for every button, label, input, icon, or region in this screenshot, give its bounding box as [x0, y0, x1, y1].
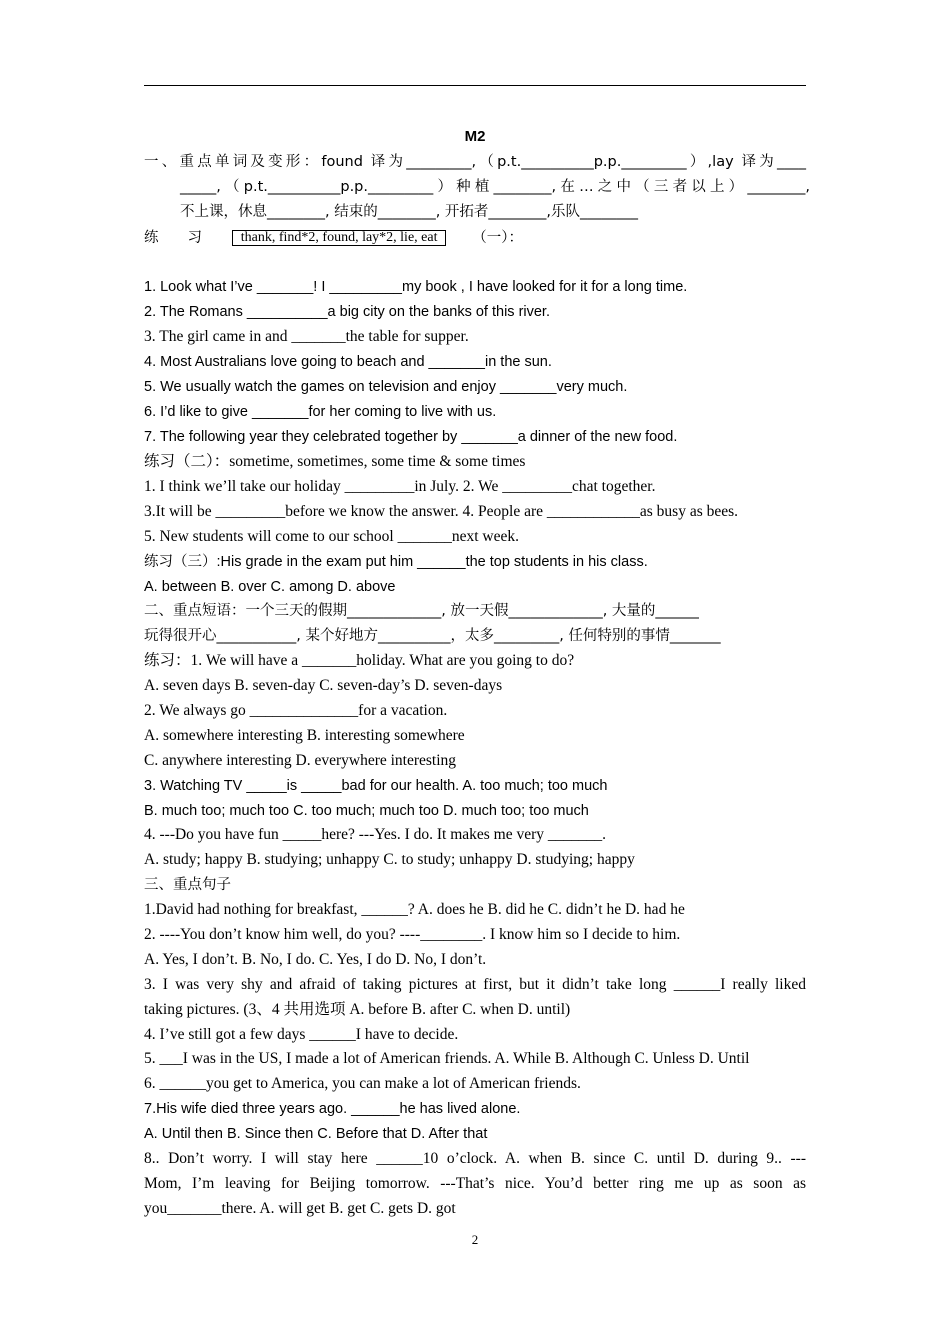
- word-bank-box: thank, find*2, found, lay*2, lie, eat: [232, 230, 447, 246]
- question-line: 1. Look what I’ve _______! I _________my book , I have looked for it for a long time.: [144, 279, 688, 295]
- question-line: 7. The following year they celebrated together by _______a dinner of the new food.: [144, 429, 678, 445]
- section-heading: 三、重点句子: [144, 877, 231, 893]
- page-title: M2: [464, 128, 486, 145]
- question-line: 5. We usually watch the games on television and enjoy _______very much.: [144, 379, 628, 395]
- answer-options: A. seven days B. seven-day C. seven-day’s D. seven-days: [144, 677, 503, 694]
- question-line: 3. The girl came in and _______the table for supper.: [144, 328, 469, 345]
- question-line: 4. Most Australians love going to beach and _______in the sun.: [144, 354, 552, 370]
- answer-options: C. anywhere interesting D. everywhere interesting: [144, 752, 457, 769]
- text-line: 不上课，休息________, 结束的________, 开拓者________,乐队________: [180, 204, 639, 220]
- exercise-heading: 练习（三）:His grade in the exam put him ______the top students in his class.: [144, 554, 648, 570]
- question-line: 3.It will be _________before we know the answer. 4. People are ____________as busy as bees.: [144, 503, 739, 520]
- answer-options: A. study; happy B. studying; unhappy C. to study; unhappy D. studying; happy: [144, 851, 635, 868]
- question-line: 2. The Romans __________a big city on the banks of this river.: [144, 304, 550, 320]
- question-line: 6. ______you get to America, you can make a lot of American friends.: [144, 1075, 581, 1092]
- question-line: 1.David had nothing for breakfast, ______? A. does he B. did he C. didn’t he D. had he: [144, 901, 685, 918]
- answer-options: A. somewhere interesting B. interesting somewhere: [144, 727, 465, 744]
- question-line: 2. ----You don’t know him well, do you? ----________. I know him so I decide to him.: [144, 926, 681, 943]
- text-line: 一、重点单词及变形：found 译为_________,（p.t.__________p.p._________）,lay 译为____: [144, 154, 806, 170]
- question-line: 5. ___I was in the US, I made a lot of American friends. A. While B. Although C. Unless D. Until: [144, 1050, 750, 1067]
- answer-options: A. Yes, I don’t. B. No, I do. C. Yes, I do D. No, I don’t.: [144, 951, 487, 968]
- text-line: _____,（p.t.__________p.p._________）种植________,在…之中（三者以上）________,: [180, 179, 810, 195]
- header-rule: [144, 85, 806, 86]
- answer-options: B. much too; much too C. too much; much too D. much too; too much: [144, 803, 589, 819]
- question-line: 5. New students will come to our school _______next week.: [144, 528, 519, 545]
- section-heading: 二、重点短语：一个三天的假期_____________, 放一天假_____________, 大量的______: [144, 603, 699, 619]
- question-line: Mom, I’m leaving for Beijing tomorrow. ---That’s nice. You’d better ring me up as soon as: [144, 1175, 806, 1192]
- answer-options: A. between B. over C. among D. above: [144, 579, 396, 595]
- exercise-label: （一）：: [472, 230, 523, 246]
- exercise-heading: [144, 228, 806, 248]
- exercise-label: 练 习: [144, 230, 202, 246]
- question-line: you_______there. A. will get B. get C. gets D. got: [144, 1200, 456, 1217]
- question-line: 7.His wife died three years ago. ______he has lived alone.: [144, 1101, 521, 1117]
- text-line: 玩得很开心___________, 某个好地方__________，太多_________, 任何特别的事情_______: [144, 628, 721, 644]
- answer-options: A. Until then B. Since then C. Before that D. After that: [144, 1126, 488, 1142]
- question-line: 1. I think we’ll take our holiday _________in July. 2. We _________chat together.: [144, 478, 656, 495]
- exercise-heading: 练习（二）：sometime, sometimes, some time & some times: [144, 453, 526, 470]
- question-line: 3. I was very shy and afraid of taking pictures at first, but it didn’t take long ______I really liked: [144, 976, 806, 993]
- page-number: 2: [471, 1232, 479, 1247]
- question-line: 练习：1. We will have a _______holiday. What are you going to do?: [144, 652, 575, 669]
- question-line: 4. I’ve still got a few days ______I have to decide.: [144, 1026, 459, 1043]
- question-line: 6. I’d like to give _______for her coming to live with us.: [144, 404, 497, 420]
- question-line: 8.. Don’t worry. I will stay here ______10 o’clock. A. when B. since C. until D. during 9.. ---: [144, 1150, 806, 1167]
- question-line: 3. Watching TV _____is _____bad for our health. A. too much; too much: [144, 778, 608, 794]
- question-line: 2. We always go ______________for a vacation.: [144, 702, 448, 719]
- question-line: taking pictures. (3、4 共用选项 A. before B. after C. when D. until): [144, 1001, 571, 1018]
- question-line: 4. ---Do you have fun _____here? ---Yes. I do. It makes me very _______.: [144, 826, 607, 843]
